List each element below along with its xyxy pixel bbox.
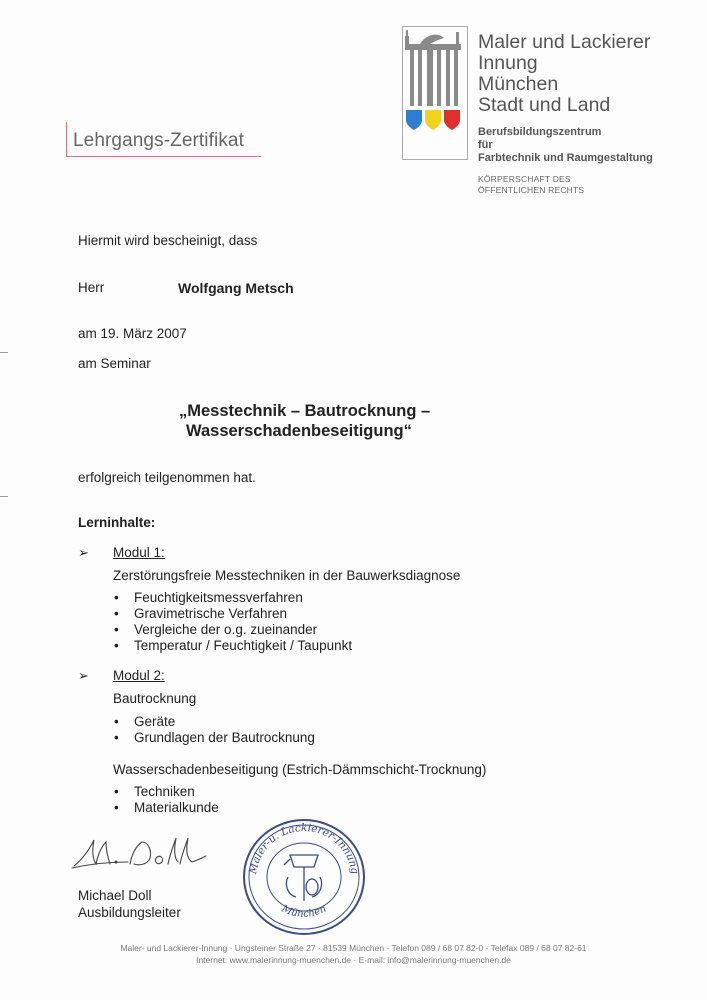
result-text: erfolgreich teilgenommen hat.	[78, 470, 256, 485]
organization-legal-status	[478, 174, 584, 196]
organization-name-line: Stadt und Land	[478, 94, 611, 116]
list-item: • Gravimetrische Verfahren	[113, 606, 352, 622]
topic-list	[113, 714, 315, 746]
organization-name-line: Innung	[478, 52, 538, 74]
organization-subtitle-line: Farbtechnik und Raumgestaltung	[478, 152, 653, 164]
legal-status-line: KÖRPERSCHAFT DES	[478, 174, 571, 184]
organization-subtitle-line: für	[478, 139, 493, 151]
topic-list	[113, 590, 352, 654]
list-item: • Geräte	[113, 714, 315, 730]
list-item: • Vergleiche der o.g. zueinander	[113, 622, 352, 638]
signatory-name: Michael Doll	[78, 888, 152, 903]
list-item: • Temperatur / Feuchtigkeit / Taupunkt	[113, 638, 352, 654]
stamp-ring-text: Maler-u. Lackierer-Innung	[247, 821, 361, 876]
date-line: am 19. März 2007	[78, 326, 187, 341]
list-item: • Materialkunde	[113, 800, 219, 816]
organization-name-line: München	[478, 73, 559, 95]
intro-text: Hiermit wird bescheinigt, dass	[78, 233, 258, 248]
signature-image	[70, 828, 210, 876]
module-title: Modul 1:	[113, 545, 165, 560]
list-item: • Techniken	[113, 784, 219, 800]
footer-address: Maler- und Lackierer-Innung · Ungsteiner Straße 27 · 81539 München · Telefon 089 / 68 07 82-0 · Telefax 089 / 68 07 82-61	[120, 943, 587, 953]
signatory-role: Ausbildungsleiter	[78, 905, 181, 920]
fold-mark	[0, 496, 8, 497]
certificate-title-box	[66, 122, 261, 157]
footer-contact: Internet: www.malerinnung-muenchen.de · E-mail: info@malerinnung-muenchen.de	[196, 955, 511, 965]
seminar-title	[179, 401, 430, 441]
salutation: Herr	[78, 280, 105, 295]
contents-heading: Lerninhalte:	[78, 515, 156, 530]
organization-subtitle-line: Berufsbildungszentrum	[478, 126, 602, 138]
organization-subtitle	[478, 126, 653, 165]
fold-mark	[0, 352, 8, 353]
stamp-city-text: München	[279, 903, 329, 920]
module-title: Modul 2:	[113, 668, 165, 683]
module-topic: Zerstörungsfreie Messtechniken in der Bauwerksdiagnose	[113, 568, 461, 583]
organization-name-line: Maler und Lackierer	[478, 31, 651, 53]
seminar-title-line: Wasserschadenbeseitigung“	[186, 422, 412, 440]
arrow-bullet-icon: ➢	[78, 545, 89, 560]
official-seal-stamp	[240, 815, 368, 937]
legal-status-line: ÖFFENTLICHEN RECHTS	[478, 185, 585, 195]
topic-list	[113, 784, 219, 816]
seminar-title-line: „Messtechnik – Bautrocknung –	[179, 402, 431, 420]
list-item: • Grundlagen der Bautrocknung	[113, 730, 315, 746]
organization-name	[478, 32, 650, 116]
module-topic: Bautrocknung	[113, 691, 197, 706]
recipient-name: Wolfgang Metsch	[178, 280, 294, 296]
list-item: • Feuchtigkeitsmessverfahren	[113, 590, 352, 606]
certificate-title: Lehrgangs-Zertifikat	[73, 130, 244, 151]
module-topic: Wasserschadenbeseitigung (Estrich-Dämmschicht-Trocknung)	[113, 762, 487, 777]
guild-emblem-icon	[402, 26, 468, 160]
arrow-bullet-icon: ➢	[78, 668, 89, 683]
seminar-prefix: am Seminar	[78, 356, 151, 371]
svg-text:München	[279, 903, 328, 920]
